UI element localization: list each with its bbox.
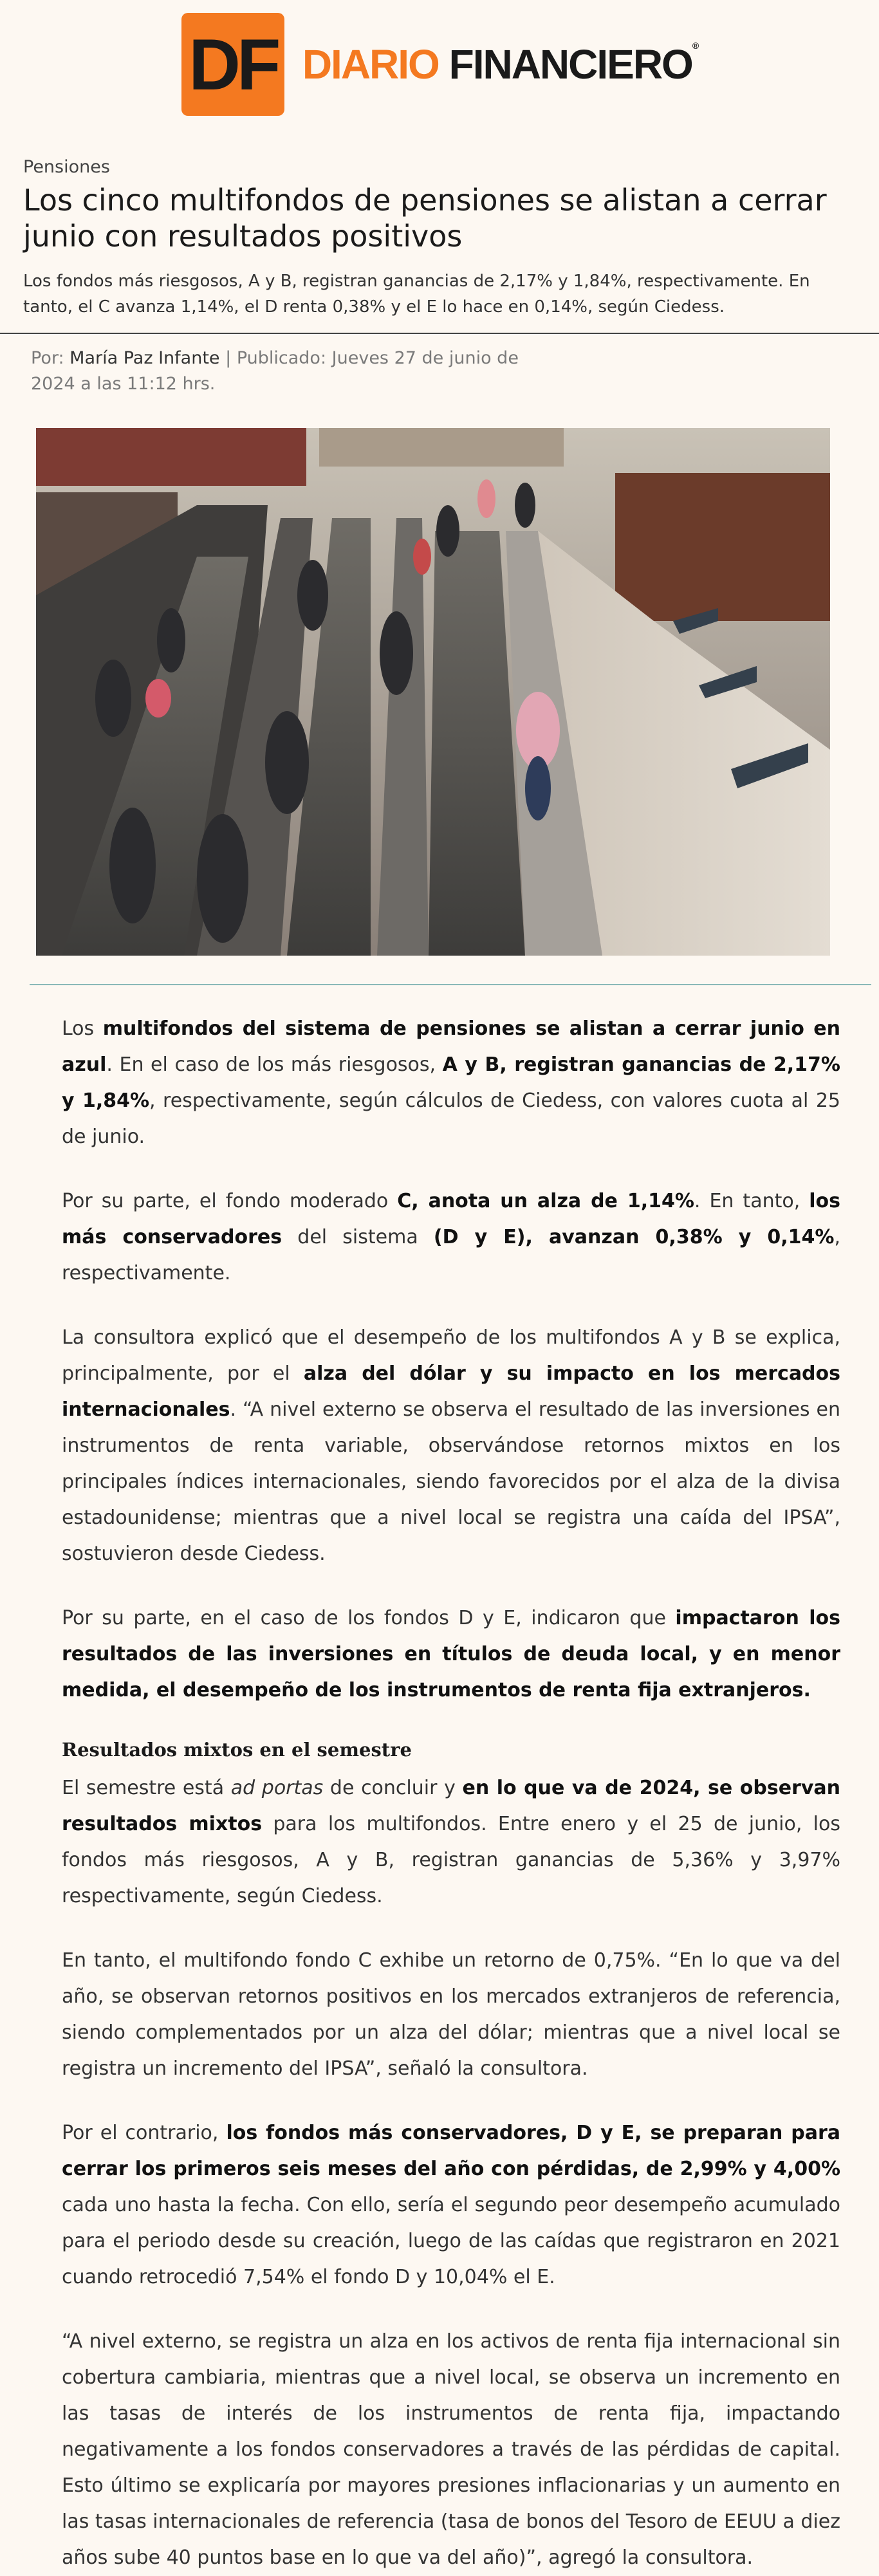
registered-mark: ® xyxy=(692,41,698,51)
article-title: Los cinco multifondos de pensiones se alistan a cerrar junio con resultados positivos xyxy=(23,183,827,254)
brand-name-part2: FINANCIERO xyxy=(449,41,692,88)
article-lead: Los fondos más riesgosos, A y B, registran ganancias de 2,17% y 1,84%, respectivamente. En tanto, el C avanza 1,14%, el D renta 0,38% y el E lo hace en 0,14%, según Ciedess. xyxy=(23,272,810,317)
byline-by-label: Por: xyxy=(31,348,64,368)
brand-wordmark[interactable] xyxy=(302,41,698,88)
byline xyxy=(31,346,565,397)
byline-date: Jueves 27 de junio de 2024 a las 11:12 hrs. xyxy=(31,348,519,394)
brand-name-part1: DIARIO xyxy=(302,41,439,88)
divider xyxy=(0,333,879,334)
article-body xyxy=(0,985,879,2576)
byline-author[interactable]: María Paz Infante xyxy=(69,348,220,368)
paragraph: El semestre está ad portas de concluir y en lo que va de 2024, se observan resultados mixtos para los multifondos. Entre enero y el 25 de junio, los fondos más riesgosos, A y B, registran ganancias de 5,36% y 3,97% respectivamente, según Ciedess. xyxy=(62,1777,840,1907)
byline-separator: | xyxy=(225,348,232,368)
paragraph: Por su parte, en el caso de los fondos D y E, indicaron que impactaron los resultados de las inversiones en títulos de deuda local, y en menor medida, el desempeño de los instrumentos de renta fija extranjeros. xyxy=(62,1607,840,1701)
subheading: Resultados mixtos en el semestre xyxy=(62,1739,412,1761)
logo-initials: DF xyxy=(189,24,277,105)
df-logo[interactable] xyxy=(181,13,284,116)
paragraph: Por su parte, el fondo moderado C, anota un alza de 1,14%. En tanto, los más conservadores del sistema (D y E), avanzan 0,38% y 0,14%, respectivamente. xyxy=(62,1190,841,1284)
hero-photo-escalators xyxy=(36,428,830,956)
section-label[interactable]: Pensiones xyxy=(23,157,110,177)
paragraph: En tanto, el multifondo fondo C exhibe un retorno de 0,75%. “En lo que va del año, se observan retornos positivos en los mercados extranjeros de referencia, siendo complementados por un alza del dólar; mientras que a nivel local se registra un incremento del IPSA”, señaló la consultora. xyxy=(62,1949,840,2080)
paragraph: “A nivel externo, se registra un alza en los activos de renta fija internacional sin cobertura cambiaria, mientras que a nivel local, se observa un incremento en las tasas de interés de los instrumentos de renta fija, impactando negativamente a los fondos conservadores a través de las pérdidas de capital. Esto último se explicaría por mayores presiones inflacionarias y un aumento en las tasas internacionales de referencia (tasa de bonos del Tesoro de EEUU a diez años sube 40 puntos base en lo que va del año)”, agregó la consultora. xyxy=(62,2330,840,2569)
site-header xyxy=(0,0,879,129)
paragraph: Por el contrario, los fondos más conservadores, D y E, se preparan para cerrar los primeros seis meses del año con pérdidas, de 2,99% y 4,00% cada uno hasta la fecha. Con ello, sería el segundo peor desempeño acumulado para el periodo desde su creación, luego de las caídas que registraron en 2021 cuando retrocedió 7,54% el fondo D y 10,04% el E. xyxy=(62,2122,841,2288)
paragraph: La consultora explicó que el desempeño de los multifondos A y B se explica, principalmente, por el alza del dólar y su impacto en los mercados internacionales. “A nivel externo se observa el resultado de las inversiones en instrumentos de renta variable, observándose retornos mixtos en los principales índices internacionales, siendo favorecidos por el alza de la divisa estadounidense; mientras que a nivel local se registra una caída del IPSA”, sostuvieron desde Ciedess. xyxy=(62,1326,841,1565)
paragraph: Los multifondos del sistema de pensiones se alistan a cerrar junio en azul. En el caso de los más riesgosos, A y B, registran ganancias de 2,17% y 1,84%, respectivamente, según cálculos de Ciedess, con valores cuota al 25 de junio. xyxy=(62,1017,840,1148)
byline-published-label: Publicado: xyxy=(236,348,327,368)
article-header xyxy=(0,157,879,320)
